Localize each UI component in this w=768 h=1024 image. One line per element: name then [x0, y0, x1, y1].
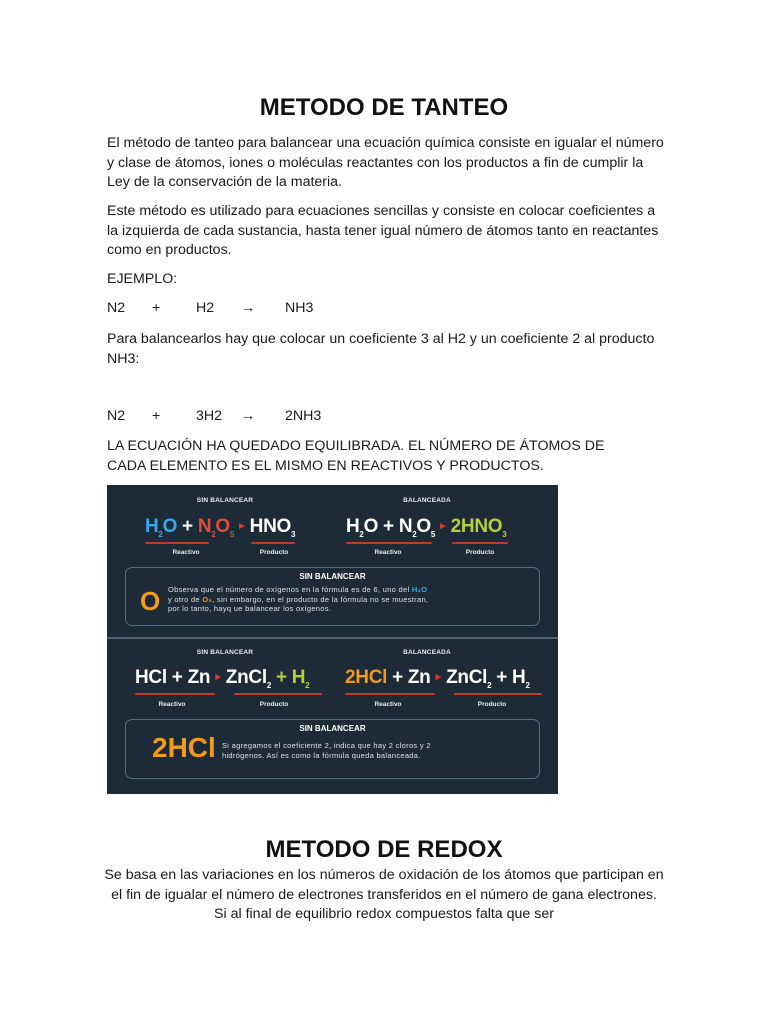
reactant-underline	[145, 542, 209, 544]
paragraph-instruction: Para balancearlos hay que colocar un coeficiente 3 al H2 y un coeficiente 2 al producto NH3:	[107, 331, 655, 367]
note-text-part: y otro de	[168, 594, 203, 604]
product-underline	[452, 542, 508, 544]
note-text-part: Observa que el número de oxígenos en la fórmula es de 6, uno del	[168, 585, 412, 594]
reactant-underline	[345, 693, 435, 695]
product-underline	[234, 693, 322, 695]
note-symbol: O	[140, 586, 161, 616]
label-reactivo: Reactivo	[374, 549, 402, 556]
formula-product: ZnCl	[225, 667, 267, 688]
formula-sub: 2	[211, 529, 216, 539]
note-text-part: hidrógenos. Así es como la fórmula queda balanceada.	[222, 750, 421, 760]
formula-sub: 2	[266, 680, 271, 690]
formula-sub: 2	[412, 529, 417, 539]
formula-product: HNO	[249, 516, 291, 537]
infographic-section-2	[107, 639, 558, 794]
formula-unbalanced-2	[135, 667, 309, 690]
paragraph-usage: Este método es utilizado para ecuaciones sencillas y consiste en colocar coeficientes a la izquierda de cada sustancia, hasta tener igual número de átomos tanto en reactantes como en productos.	[107, 203, 659, 258]
formula-reactants: HCl + Zn	[135, 667, 211, 688]
note-box-1	[125, 567, 540, 626]
formula-plus: + H	[491, 667, 526, 688]
tag-balanceada: BALANCEADA	[403, 497, 451, 504]
formula-h: H	[145, 516, 159, 537]
eq2-product: 2NH3	[285, 408, 322, 424]
note-text	[222, 741, 532, 760]
formula-sub: 5	[430, 529, 436, 539]
eq1-arrow: →	[241, 300, 256, 316]
formula-unbalanced-1	[145, 516, 295, 539]
note-highlight-h2o: H₂O	[411, 585, 428, 594]
formula-reactant: + Zn	[387, 667, 431, 688]
label-producto: Producto	[259, 549, 289, 556]
formula-sub: 2	[305, 680, 310, 690]
tag-sin-balancear: SIN BALANCEAR	[196, 497, 254, 504]
formula-plus: +	[383, 516, 394, 537]
eq1-plus: +	[152, 300, 161, 316]
label-reactivo: Reactivo	[172, 549, 200, 556]
infographic-section-1	[107, 485, 558, 637]
reaction-arrow-icon: ►	[213, 672, 223, 683]
product-underline	[454, 693, 542, 695]
formula-sub: 2	[158, 529, 163, 539]
label-producto: Producto	[259, 701, 289, 708]
eq2-reactant-b: 3H2	[196, 408, 223, 424]
label-producto: Producto	[465, 549, 495, 556]
heading-metodo-de-tanteo: METODO DE TANTEO	[259, 94, 509, 121]
formula-reactant: 2HCl	[345, 667, 388, 688]
paragraph-definition: El método de tanteo para balancear una ecuación química consiste en igualar el número y clase de átomos, iones o moléculas reactantes con los productos a fin de cumplir la Ley de la conservación de la materia.	[107, 135, 664, 190]
example-label: EJEMPLO:	[107, 271, 178, 287]
eq1-product: NH3	[285, 300, 314, 316]
note-highlight-o5: O₅	[202, 594, 213, 604]
eq2-reactant-a: N2	[107, 408, 126, 424]
formula-o: O	[162, 516, 178, 537]
reaction-arrow-icon: ►	[438, 521, 448, 532]
reactant-underline	[135, 693, 215, 695]
formula-balanced-2	[345, 667, 530, 690]
formula-sub: 2	[525, 680, 530, 690]
formula-sub: 3	[502, 529, 507, 539]
reactant-underline	[346, 542, 432, 544]
formula-sub: 2	[359, 529, 364, 539]
formula-plus: +	[182, 516, 193, 537]
note-symbol: 2HCl	[152, 732, 216, 763]
note-text-part: Si agregamos el coeficiente 2, indica que hay 2 cloros y 2	[222, 741, 431, 750]
tag-sin-balancear: SIN BALANCEAR	[196, 649, 254, 656]
formula-o: O	[416, 516, 431, 537]
note-box-2	[125, 719, 540, 779]
tag-balanceada: BALANCEADA	[403, 649, 451, 656]
formula-plus: +	[270, 667, 292, 688]
reaction-arrow-icon: ►	[237, 521, 247, 532]
formula-h: H	[346, 516, 360, 537]
note-text-part: por lo tanto, hayq ue balancear los oxígenos.	[168, 604, 332, 613]
formula-o: O	[363, 516, 379, 537]
eq2-plus: +	[152, 408, 161, 424]
note-title: SIN BALANCEAR	[299, 572, 366, 581]
label-reactivo: Reactivo	[158, 701, 186, 708]
label-reactivo: Reactivo	[374, 701, 402, 708]
note-title: SIN BALANCEAR	[299, 724, 366, 733]
label-producto: Producto	[477, 701, 507, 708]
formula-sub: 5	[229, 529, 235, 539]
note-text	[168, 585, 538, 614]
eq1-reactant-b: H2	[196, 300, 215, 316]
eq1-reactant-a: N2	[107, 300, 126, 316]
paragraph-redox: Se basa en las variaciones en los números de oxidación de los átomos que participan en el fin de igualar el número de electrones transferidos en el número de gana electrones. Si al final de equilibrio redox compuestos falta que ser	[104, 867, 664, 922]
formula-sub: 2	[487, 680, 492, 690]
formula-n: N	[398, 516, 413, 537]
formula-sub: 3	[290, 529, 296, 539]
eq2-arrow: →	[241, 408, 256, 424]
note-text-part: , sin embargo, en el producto de la fórmula no se muestran,	[212, 594, 429, 604]
formula-product: ZnCl	[446, 667, 488, 688]
reaction-arrow-icon: ►	[433, 672, 444, 683]
formula-balanced-1	[346, 516, 506, 539]
heading-metodo-de-redox: METODO DE REDOX	[265, 836, 503, 863]
balancing-infographic	[107, 485, 558, 794]
product-underline	[251, 542, 295, 544]
formula-product: H	[291, 667, 306, 688]
formula-product: 2HNO	[450, 516, 503, 537]
paragraph-conclusion: LA ECUACIÓN HA QUEDADO EQUILIBRADA. EL NÚMERO DE ÁTOMOS DE CADA ELEMENTO ES EL MISMO EN REACTIVOS Y PRODUCTOS.	[107, 438, 605, 474]
formula-n: N	[197, 516, 212, 537]
formula-o: O	[215, 516, 230, 537]
